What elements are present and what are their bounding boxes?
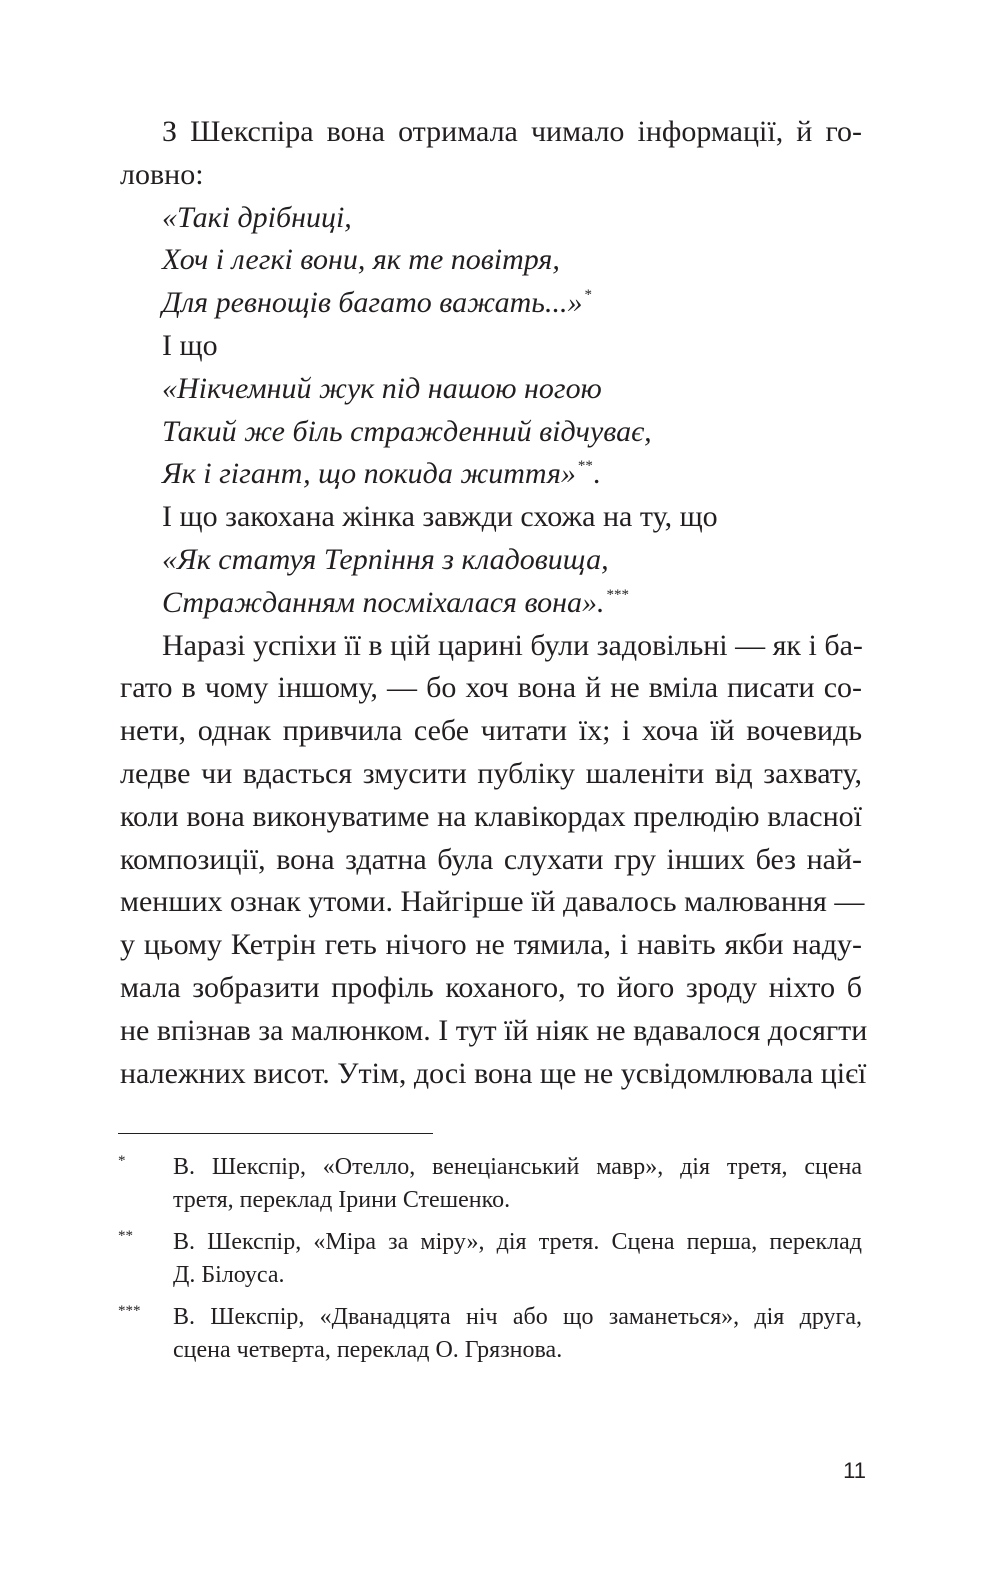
text-line: І що	[162, 328, 218, 362]
footnote-line: В. Шекспір, «Дванадцята ніч або що заманеться», дія друга,	[173, 1304, 862, 1330]
verse-line: Такий же біль стражденний відчуває,	[162, 414, 652, 448]
text-line: композиції, вона здатна була слухати гру інших без най-	[120, 842, 862, 876]
footnote-marker: ***	[118, 1303, 141, 1319]
footnote	[118, 1151, 862, 1217]
verse-line: «Нікчемний жук під нашою ногою	[162, 371, 602, 405]
footnotes	[118, 1151, 862, 1376]
text-line: Наразі успіхи її в цій царині були задовільні — як і ба-	[162, 628, 863, 662]
footnote-line: В. Шекспір, «Отелло, венеціанський мавр», дія третя, сцена	[173, 1154, 862, 1180]
footnote-text	[173, 1226, 862, 1292]
text-line: З Шекспіра вона отримала чимало інформації, й го-	[162, 115, 862, 148]
footnote-marker: *	[118, 1153, 126, 1169]
footnote	[118, 1226, 862, 1292]
footnote-mark: **	[577, 458, 593, 475]
page-number: 11	[843, 1458, 866, 1483]
footnote-text	[173, 1301, 862, 1367]
text-line: належних висот. Утім, досі вона ще не усвідомлювала цієї	[120, 1056, 867, 1090]
text-line: коли вона виконуватиме на клавікордах прелюдію власної	[120, 799, 862, 833]
footnote	[118, 1301, 862, 1367]
verse-line	[120, 453, 862, 496]
verse-line	[120, 582, 862, 625]
footnote-line: Д. Білоуса.	[173, 1262, 285, 1288]
text-line: гато в чому іншому, — бо хоч вона й не вміла писати со-	[120, 671, 862, 705]
verse-line: Хоч і легкі вони, як те повітря,	[162, 243, 560, 277]
text-line: нети, однак привчила себе читати їх; і хоча їй вочевидь	[120, 714, 862, 748]
footnote-line: третя, переклад Ірини Стешенко.	[173, 1187, 511, 1213]
footnote-line: В. Шекспір, «Міра за міру», дія третя. Сцена перша, переклад	[173, 1229, 862, 1255]
footnote-divider	[118, 1133, 433, 1134]
footnote-mark: ***	[606, 586, 629, 603]
verse-line: «Як статуя Терпіння з кладовища,	[162, 542, 609, 576]
footnote-line: сцена четверта, переклад О. Грязнова.	[173, 1337, 563, 1363]
verse-text: Як і гігант, що покида життя»	[162, 457, 576, 491]
footnote-text	[173, 1151, 862, 1217]
verse-line	[120, 282, 862, 325]
footnote-mark: *	[584, 287, 592, 304]
text-line: у цьому Кетрін геть нічого не тямила, і навіть якби наду-	[120, 928, 862, 962]
punctuation: .	[592, 457, 601, 491]
main-text	[120, 111, 868, 1095]
verse-text: Стражданням посміхалася вона».	[162, 585, 605, 619]
text-line: ловно:	[120, 157, 204, 191]
footnote-marker: **	[118, 1228, 133, 1244]
text-line: менших ознак утоми. Найгірше їй давалось малювання —	[120, 885, 865, 919]
verse-text: Для ревнощів багато важать...»	[162, 286, 583, 320]
verse-line: «Такі дрібниці,	[162, 200, 352, 234]
text-line: не впізнав за малюнком. І тут їй ніяк не вдавалося досягти	[120, 1013, 868, 1047]
text-line: І що закохана жінка завжди схожа на ту, що	[162, 500, 718, 534]
text-line: ледве чи вдасться змусити публіку шаленіти від захвату,	[120, 756, 862, 790]
text-line: мала зобразити профіль коханого, то його зроду ніхто б	[120, 970, 862, 1004]
